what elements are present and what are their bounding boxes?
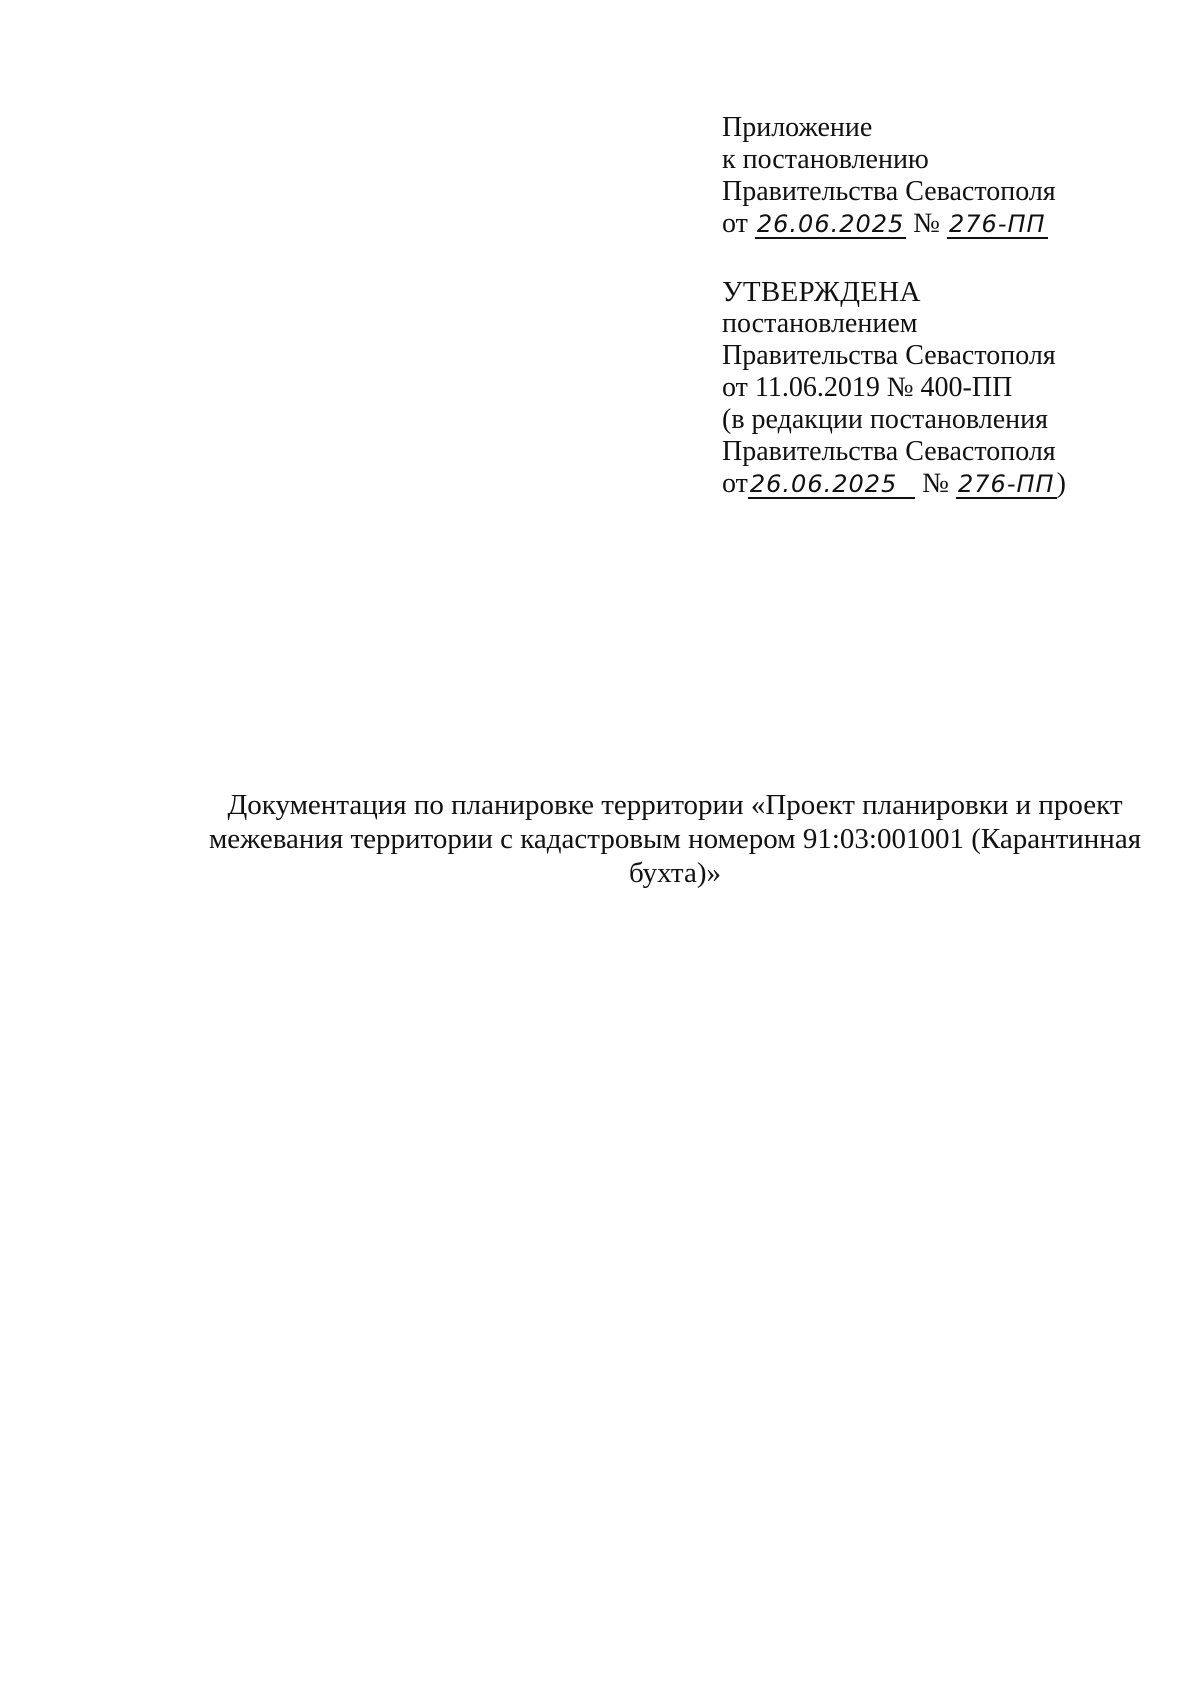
approval-line-1: постановлением xyxy=(722,308,918,339)
approval-closing-paren: ) xyxy=(1056,468,1066,499)
approval-date-prefix: от xyxy=(722,468,748,499)
approval-line-3: от 11.06.2019 № 400-ПП xyxy=(722,372,1013,403)
approval-line-4: (в редакции постановления xyxy=(722,404,1049,435)
appendix-resolution-ref: к постановлению xyxy=(722,144,929,175)
appendix-number-sign: № xyxy=(913,208,941,239)
appendix-government: Правительства Севастополя xyxy=(722,176,1056,207)
appendix-date-prefix: от xyxy=(722,208,748,239)
document-title-line-1: Документация по планировке территории «Проект планировки и проект xyxy=(227,789,1123,821)
approval-line-5: Правительства Севастополя xyxy=(722,436,1056,467)
appendix-date-line xyxy=(722,208,1056,240)
approval-title: УТВЕРЖДЕНА xyxy=(722,276,921,308)
appendix-block xyxy=(722,112,1056,240)
document-title-line-2: межевания территории с кадастровым номером 91:03:001001 (Карантинная xyxy=(208,823,1142,855)
appendix-date-handwritten: 26.06.2025 xyxy=(756,210,905,238)
appendix-number-handwritten: 276-ПП xyxy=(949,210,1046,238)
approval-line-2: Правительства Севастополя xyxy=(722,340,1056,371)
approval-date-line xyxy=(722,468,1066,500)
approval-block xyxy=(722,276,1066,500)
approval-number-handwritten: 276-ПП xyxy=(958,470,1055,498)
document-title xyxy=(205,788,1145,890)
document-title-line-3: бухта)» xyxy=(629,857,721,889)
approval-date-handwritten: 26.06.2025 xyxy=(748,471,915,499)
approval-number-sign: № xyxy=(922,468,950,499)
appendix-label: Приложение xyxy=(722,112,873,143)
